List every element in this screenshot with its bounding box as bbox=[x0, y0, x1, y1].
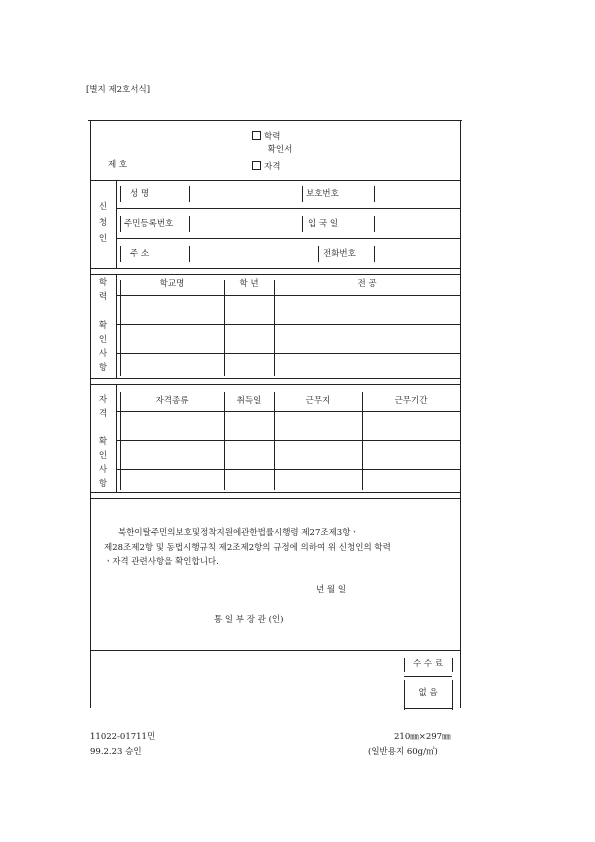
applicant-label-1: 신 bbox=[98, 202, 108, 212]
column-divider bbox=[120, 280, 121, 376]
column-divider bbox=[224, 392, 225, 490]
address-label: 주 소 bbox=[130, 249, 150, 259]
edu-header-major: 전 공 bbox=[357, 279, 377, 289]
column-divider bbox=[362, 392, 363, 490]
footer-approval: 99.2.23 승인 bbox=[90, 747, 142, 757]
cell-divider bbox=[374, 186, 375, 202]
qual-header-type: 자격종류 bbox=[155, 396, 189, 406]
fee-value: 없 음 bbox=[418, 688, 438, 698]
qualification-top-line bbox=[90, 384, 460, 385]
cell-divider bbox=[189, 186, 190, 202]
certificate-number: 제 호 bbox=[108, 160, 128, 170]
fee-divider bbox=[404, 676, 452, 677]
qual-header-workplace: 근무지 bbox=[305, 396, 331, 406]
table-row-line bbox=[116, 353, 460, 354]
checkbox-icon bbox=[252, 131, 261, 140]
fee-box-right bbox=[452, 680, 453, 710]
applicant-top-line bbox=[90, 180, 460, 181]
footer-paper: (일반용지 60g/㎡) bbox=[368, 747, 438, 757]
cell-divider bbox=[120, 186, 121, 202]
applicant-label-2: 청 bbox=[98, 218, 108, 228]
column-divider bbox=[224, 280, 225, 376]
phone-label: 전화번호 bbox=[323, 249, 356, 259]
qual-label-2: 격 bbox=[98, 409, 108, 419]
frame-top bbox=[88, 120, 462, 121]
qual-label-6: 사 bbox=[98, 465, 108, 475]
applicant-label-divider bbox=[116, 180, 117, 268]
qual-label-5: 인 bbox=[98, 451, 108, 461]
name-label: 성 명 bbox=[130, 189, 150, 199]
table-row-line bbox=[116, 295, 460, 296]
statement-line-1: 북한이탈주민의보호및정착지원에관한법률시행령 제27조제3항ㆍ bbox=[118, 528, 359, 538]
edu-label-2: 력 bbox=[98, 292, 108, 302]
table-row-line bbox=[116, 469, 460, 470]
table-row-line bbox=[116, 411, 460, 412]
cell-divider bbox=[302, 186, 303, 202]
cell-divider bbox=[318, 246, 319, 262]
statement-line-3: ㆍ자격 관련사항을 확인합니다. bbox=[104, 557, 219, 567]
statement-top-line bbox=[90, 498, 460, 499]
applicant-row-line bbox=[116, 208, 460, 209]
education-bottom-line bbox=[90, 378, 460, 379]
edu-label-5: 인 bbox=[98, 335, 108, 345]
cell-divider bbox=[120, 216, 121, 232]
qual-header-period: 근무기간 bbox=[394, 396, 428, 406]
resident-no-label: 주민등록번호 bbox=[124, 219, 174, 229]
cell-divider bbox=[302, 216, 303, 232]
applicant-bottom-line bbox=[90, 268, 460, 269]
education-top-line bbox=[90, 274, 460, 275]
statement-line-2: 제28조제2항 및 동법시행규칙 제2조제2항의 규정에 의하여 위 신청인의 학력 bbox=[104, 543, 391, 553]
edu-header-grade: 학 년 bbox=[239, 279, 259, 289]
table-row-line bbox=[116, 440, 460, 441]
applicant-row-line bbox=[116, 238, 460, 239]
qual-header-date: 취득일 bbox=[236, 396, 262, 406]
protection-no-label: 보호번호 bbox=[306, 189, 339, 199]
cell-divider bbox=[120, 246, 121, 262]
cell-divider bbox=[189, 216, 190, 232]
fee-bottom bbox=[404, 708, 452, 709]
column-divider bbox=[274, 280, 275, 376]
cell-divider bbox=[374, 216, 375, 232]
edu-label-7: 항 bbox=[98, 363, 108, 373]
qual-label-7: 항 bbox=[98, 479, 108, 489]
column-divider bbox=[274, 392, 275, 490]
entry-date-label: 입 국 일 bbox=[308, 219, 339, 229]
qual-label-4: 확 bbox=[98, 437, 108, 447]
edu-label-4: 확 bbox=[98, 321, 108, 331]
certificate-title: 확인서 bbox=[267, 145, 293, 155]
frame-right bbox=[460, 120, 461, 708]
statement-signer: 통 일 부 장 관 (인) bbox=[214, 615, 284, 625]
fee-top-line bbox=[90, 650, 460, 651]
checkbox-icon bbox=[252, 161, 261, 170]
fee-box-right bbox=[452, 658, 453, 672]
fee-label: 수 수 료 bbox=[412, 659, 444, 669]
form-code: [별지 제2호서식] bbox=[86, 85, 151, 95]
check-qualification[interactable]: 자격 bbox=[252, 161, 280, 172]
qualification-label-divider bbox=[116, 384, 117, 492]
check-education[interactable]: 학력 bbox=[252, 131, 280, 142]
edu-label-6: 사 bbox=[98, 349, 108, 359]
applicant-label-3: 인 bbox=[98, 234, 108, 244]
education-label-divider bbox=[116, 274, 117, 378]
qual-label-1: 자 bbox=[98, 395, 108, 405]
footer-code: 11022-01711민 bbox=[90, 732, 156, 742]
column-divider bbox=[120, 392, 121, 490]
edu-label-1: 학 bbox=[98, 278, 108, 288]
table-row-line bbox=[116, 324, 460, 325]
footer-size: 210㎜×297㎜ bbox=[394, 732, 451, 742]
qualification-bottom-line bbox=[90, 492, 460, 493]
cell-divider bbox=[189, 246, 190, 262]
statement-date: 년 월 일 bbox=[316, 585, 347, 595]
cell-divider bbox=[374, 246, 375, 262]
edu-header-school: 학교명 bbox=[159, 279, 185, 289]
